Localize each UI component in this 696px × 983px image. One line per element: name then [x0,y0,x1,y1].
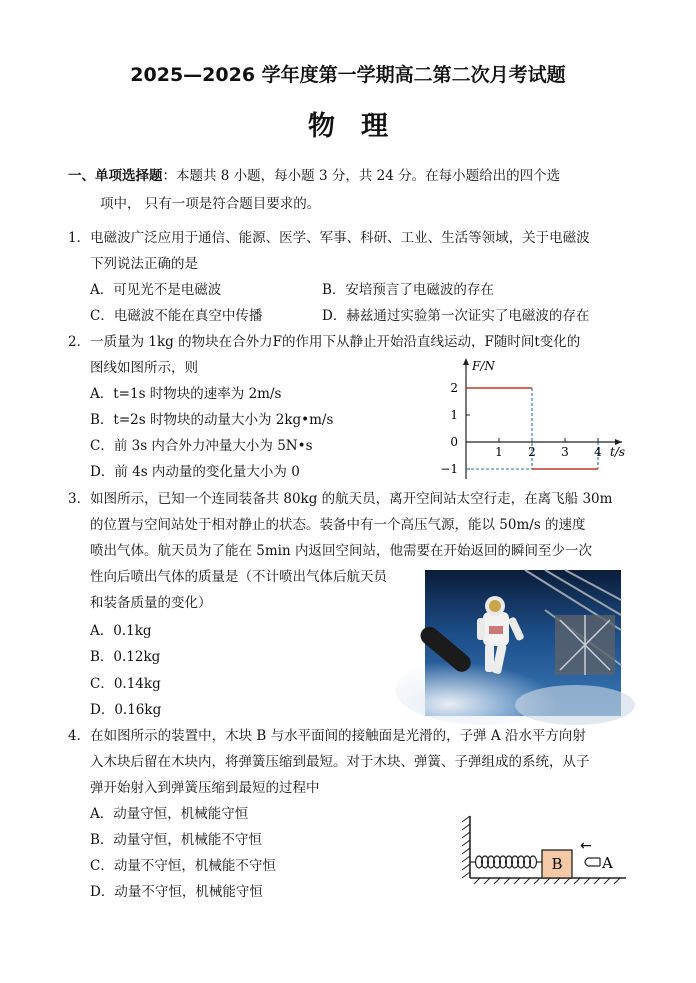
astronaut-photo [425,570,621,716]
q3-option-a: A．0.1kg [90,623,152,639]
x-tick-label: 3 [561,445,569,459]
x-tick-label: 2 [528,445,536,459]
q4-stem-line2: 入木块后留在木块内，将弹簧压缩到最短。对于木块、弹簧、子弹组成的系统，从子 [90,754,590,770]
bullet-a [585,858,594,866]
q4-option-a: A．动量守恒，机械能守恒 [90,806,249,822]
x-tick-label: 1 [495,445,503,459]
spring-block-diagram [458,812,628,888]
block-b-label: B [551,855,563,873]
q4-option-d: D．动量不守恒，机械能守恒 [90,884,263,900]
section-heading: 一、单项选择题 [68,168,163,184]
force-time-chart [440,356,626,476]
y-tick-label: 1 [450,408,458,422]
y-tick-label: 2 [450,381,458,395]
q1-option-d: D．赫兹通过实验第一次证实了电磁波的存在 [322,308,590,324]
section-intro-line2: 项中， 只有一项是符合题目要求的。 [100,196,321,212]
q3-stem-line5: 和装备质量的变化） [90,595,212,611]
q2-stem-line2: 图线如图所示，则 [90,360,198,376]
q2-option-a: A．t=1s 时物块的速率为 2m/s [90,386,282,402]
q4-option-c: C．动量不守恒，机械能不守恒 [90,858,276,874]
exam-title: 2025—2026 学年度第一学期高二第二次月考试题 [130,64,566,86]
q3-stem-line3: 喷出气体。航天员为了能在 5min 内返回空间站，他需要在开始返回的瞬间至少一次 [90,543,592,559]
q3-option-b: B．0.12kg [90,649,161,665]
spring [470,856,542,868]
q2-option-b: B．t=2s 时物块的动量大小为 2kg•m/s [90,412,334,428]
q1-option-b: B．安培预言了电磁波的存在 [322,282,494,298]
q4-stem-line3: 弹开始射入到弹簧压缩到最短的过程中 [90,780,320,796]
q3-option-d: D．0.16kg [90,702,162,718]
q3-stem-line1: 3．如图所示，已知一个连同装备共 80kg 的航天员，离开空间站太空行走，在离飞船 30m [68,491,613,507]
section-intro-text: ：本题共 8 小题，每小题 3 分，共 24 分。在每小题给出的四个选 [162,168,561,184]
y-axis-arrow [463,358,469,365]
q3-option-c: C．0.14kg [90,676,161,692]
q1-stem-line1: 1．电磁波广泛应用于通信、能源、医学、军事、科研、工业、生活等领域，关于电磁波 [68,230,590,246]
q3-stem-line2: 的位置与空间站处于相对静止的状态。装备中有一个高压气源，能以 50m/s 的速度 [90,517,586,533]
q2-option-c: C．前 3s 内合外力冲量大小为 5N•s [90,438,313,454]
y-tick-label: −1 [440,462,458,476]
bullet-a-label: A [602,854,613,872]
chart-axes [463,358,622,479]
y-axis-label: F/N [472,359,495,373]
x-axis-label: t/s [610,445,626,459]
q4-option-b: B．动量守恒，机械能不守恒 [90,832,262,848]
section-intro-line1 [68,170,560,184]
q1-option-c: C．电磁波不能在真空中传播 [90,308,263,324]
subject-title: 物理 [308,111,414,142]
q1-stem-line2: 下列说法正确的是 [90,256,198,272]
chart-labels [440,359,625,476]
y-tick-label: 0 [450,435,458,449]
q2-option-d: D．前 4s 内动量的变化量大小为 0 [90,464,300,480]
arrow-left-icon: ← [580,838,592,854]
q4-stem-line1: 4．在如图所示的装置中，木块 B 与水平面间的接触面是光滑的，子弹 A 沿水平方向射 [68,728,586,744]
x-tick-label: 4 [594,445,602,459]
q1-option-a: A．可见光不是电磁波 [90,282,222,298]
q3-stem-line4: 性向后喷出气体的质量是（不计喷出气体后航天员 [90,569,387,585]
q2-stem-line1: 2．一质量为 1kg 的物块在合外力F的作用下从静止开始沿直线运动，F随时间t变化的 [68,334,581,350]
